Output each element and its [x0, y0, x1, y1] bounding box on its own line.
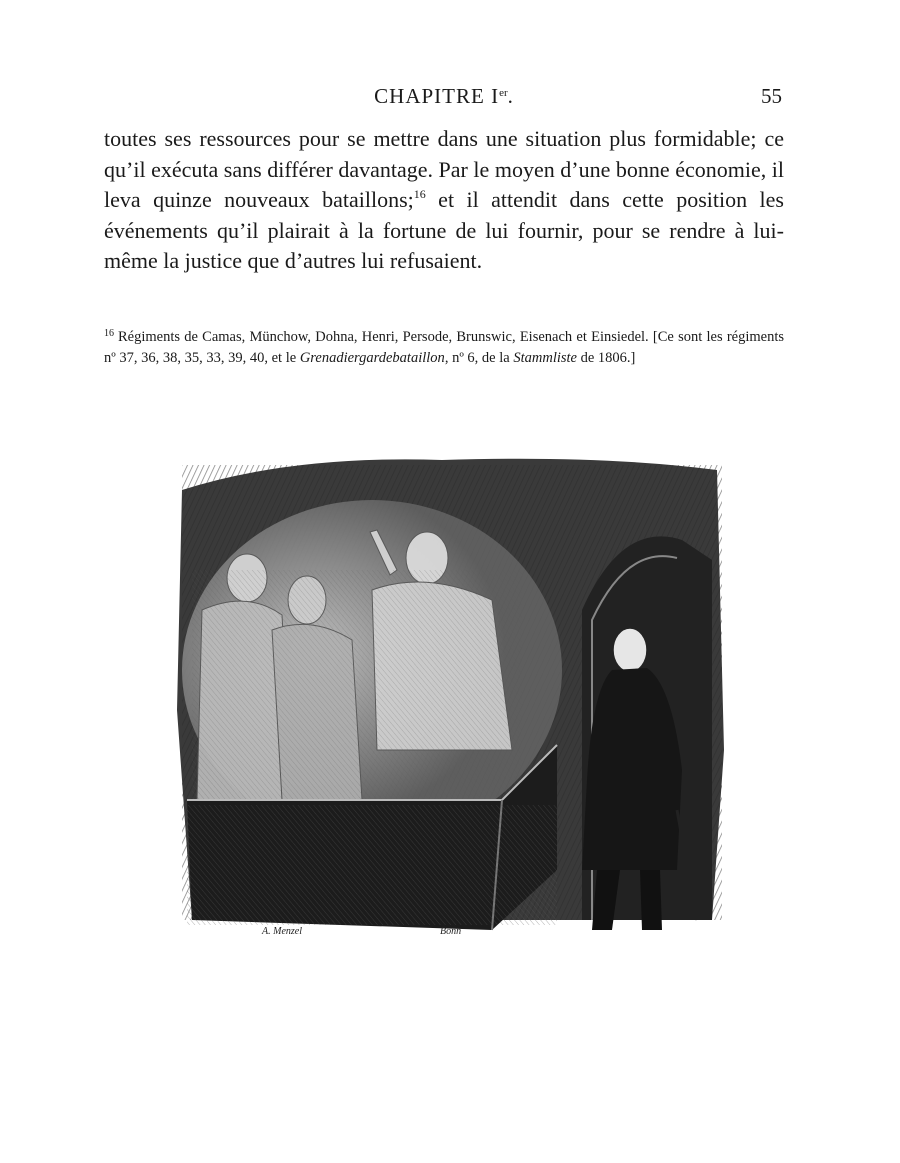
signature-left: A. Menzel — [262, 926, 302, 937]
engraving-illustration — [172, 450, 728, 940]
footnote-number: 16 — [104, 328, 114, 339]
chapter-title: CHAPITRE Ier. — [374, 84, 514, 108]
running-header — [104, 84, 784, 114]
body-paragraph: toutes ses ressources pour se mettre dans une situation plus formidable; ce qu’il exécuta sans différer davantage. Par le moyen d’une bonne économie, il leva quinze nouveaux bataillons;$^{16}$ et il attendit dans cette position les événements qu’il plairait à la fortune de lui fournir, pour se rendre à lui-même la justice que d’autres lui refusaient. — [104, 126, 784, 273]
footnote-reference[interactable]: 16 — [413, 187, 426, 201]
footnote: $^{16}$ Régiments de Camas, Münchow, Dohna, Henri, Persode, Brunswic, Eisenach et Einsiedel. [Ce sont les régiments nº 37, 36, 38, 35, 33, 39, 40, et le Grenadiergardebataillon, nº 6, de la Stammliste de 1806.] — [104, 328, 784, 366]
signature-right: Bonn — [440, 926, 462, 937]
engraving-svg — [172, 450, 728, 940]
page-number: 55 — [761, 84, 782, 108]
ghost-figures — [192, 530, 522, 800]
